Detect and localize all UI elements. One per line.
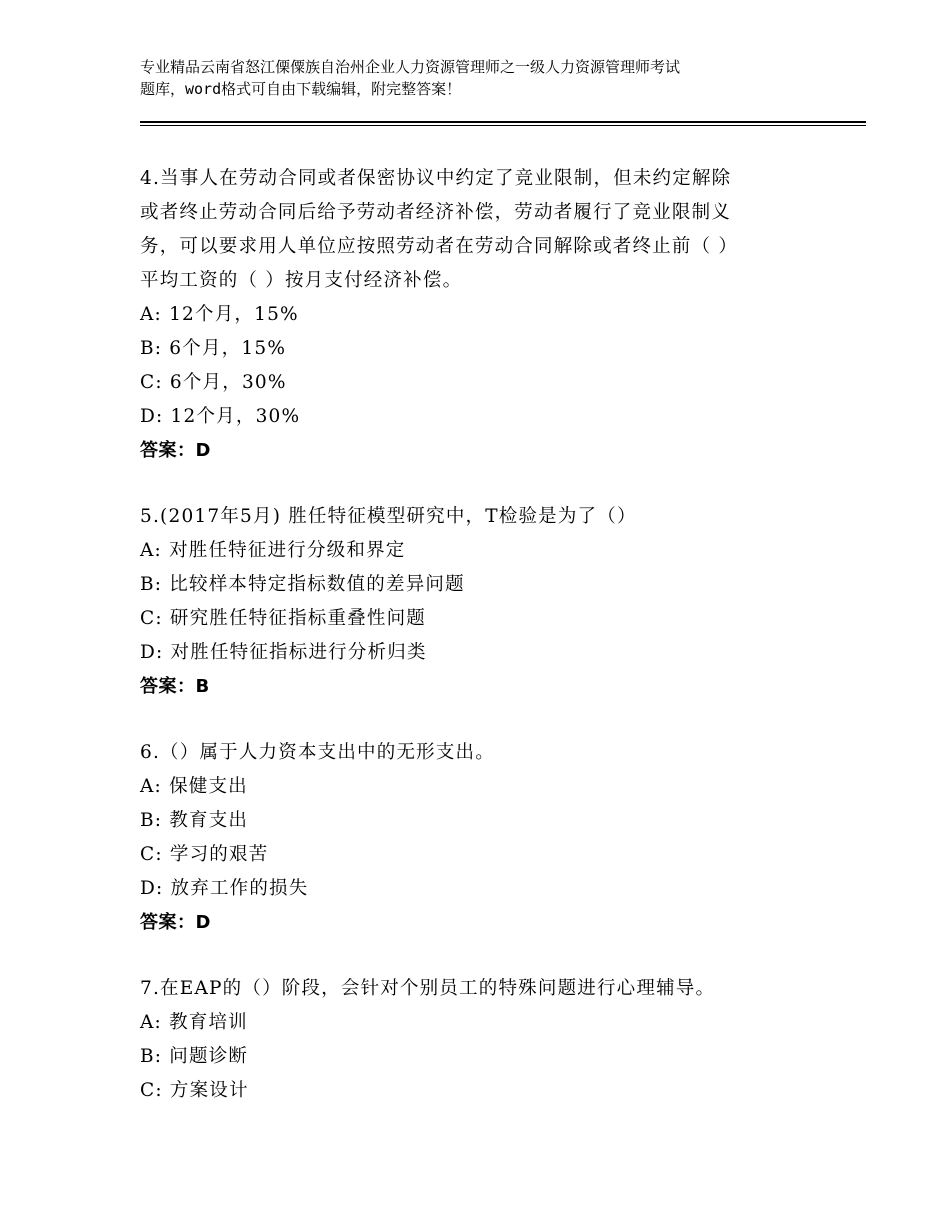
option-d: D: 对胜任特征指标进行分析归类 bbox=[140, 642, 427, 663]
answer-label: 答案：D bbox=[140, 912, 211, 933]
option-c: C: 6个月，30% bbox=[140, 372, 287, 393]
option-c: C: 学习的艰苦 bbox=[140, 844, 269, 865]
option-d: D: 放弃工作的损失 bbox=[140, 878, 309, 899]
question-stem bbox=[140, 162, 840, 298]
document-header bbox=[140, 56, 840, 100]
header-divider-thin bbox=[140, 125, 866, 126]
question-4 bbox=[140, 162, 840, 468]
option-b: B: 比较样本特定指标数值的差异问题 bbox=[140, 574, 465, 595]
answer-label: 答案：B bbox=[140, 676, 210, 697]
spacer bbox=[140, 704, 840, 736]
option-a: A: 教育培训 bbox=[140, 1012, 248, 1033]
option-a: A: 12个月，15% bbox=[140, 304, 299, 325]
question-stem bbox=[140, 972, 840, 1006]
answer-label: 答案：D bbox=[140, 440, 211, 461]
stem-line: 6.（）属于人力资本支出中的无形支出。 bbox=[140, 742, 495, 763]
stem-line: 5.(2017年5月) 胜任特征模型研究中，T检验是为了（） bbox=[140, 506, 637, 527]
stem-line: 4.当事人在劳动合同或者保密协议中约定了竞业限制，但未约定解除 bbox=[140, 168, 732, 189]
question-7 bbox=[140, 972, 840, 1108]
option-b: B: 6个月，15% bbox=[140, 338, 287, 359]
option-c: C: 研究胜任特征指标重叠性问题 bbox=[140, 608, 426, 629]
option-c: C: 方案设计 bbox=[140, 1080, 249, 1101]
spacer bbox=[140, 940, 840, 972]
question-list bbox=[140, 162, 840, 1108]
header-line-1: 专业精品云南省怒江傈僳族自治州企业人力资源管理师之一级人力资源管理师考试 bbox=[140, 58, 681, 76]
question-stem bbox=[140, 500, 840, 534]
header-divider-thick bbox=[140, 121, 866, 123]
question-5 bbox=[140, 500, 840, 704]
option-a: A: 对胜任特征进行分级和界定 bbox=[140, 540, 406, 561]
stem-line: 或者终止劳动合同后给予劳动者经济补偿，劳动者履行了竞业限制义 bbox=[140, 202, 732, 223]
option-d: D: 12个月，30% bbox=[140, 406, 301, 427]
option-b: B: 问题诊断 bbox=[140, 1046, 249, 1067]
option-b: B: 教育支出 bbox=[140, 810, 249, 831]
stem-line: 平均工资的（ ）按月支付经济补偿。 bbox=[140, 270, 463, 291]
question-6 bbox=[140, 736, 840, 940]
spacer bbox=[140, 468, 840, 500]
option-a: A: 保健支出 bbox=[140, 776, 248, 797]
question-stem bbox=[140, 736, 840, 770]
stem-line: 务，可以要求用人单位应按照劳动者在劳动合同解除或者终止前（ ） bbox=[140, 236, 739, 257]
header-line-2: 题库，word格式可自由下载编辑，附完整答案！ bbox=[140, 80, 462, 98]
stem-line: 7.在EAP的（）阶段，会针对个别员工的特殊问题进行心理辅导。 bbox=[140, 978, 716, 999]
